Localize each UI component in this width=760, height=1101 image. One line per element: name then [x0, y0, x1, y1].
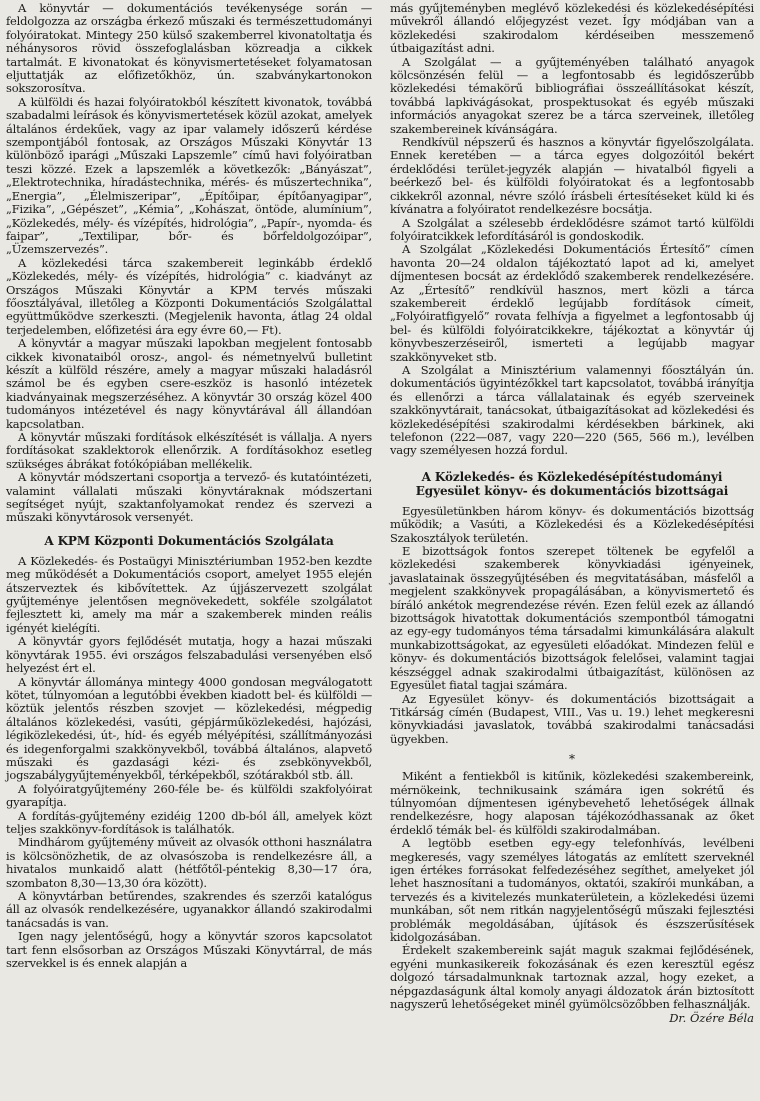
paragraph: A könyvtárban betűrendes, szakrendes és szerzői katalógus áll az olvasók rendelkezésére, ugyanakkor állandó szakirodalmi tanácsadás is van.	[6, 889, 372, 930]
paragraph: A könyvtár műszaki fordítások elkészítését is vállalja. A nyers fordításokat szaklektorok ellenőrzik. A fordításokhoz esetleg szükséges ábrákat fotókópiában mellékelik.	[6, 430, 372, 471]
paragraph: A könyvtár módszertani csoportja a tervező- és kutatóintézeti, valamint vállalati műszaki könyvtáraknak módszertani segítséget nyújt, szaktanfolyamokat rendez és szervezi a műszaki könyvtárosok versenyét.	[6, 470, 372, 525]
paragraph: A fordítás-gyűjtemény ezidéig 1200 db-ból áll, amelyek közt teljes szakkönyv-fordítások is találhatók.	[6, 808, 372, 836]
paragraph: Miként a fentiekből is kitűnik, közlekedési szakembereink, mérnökeink, technikusaink számára igen sokrétű és túlnyomóan díjmentesen igénybevehető lehetőségek állnak rendelkezésre, hogy alaposan tájékozódhassanak az őket érdeklő témák bel- és külföldi szakirodalmában.	[390, 769, 754, 837]
paragraph: A külföldi és hazai folyóiratokból készített kivonatok, továbbá szabadalmi leírások és könyvismertetések közül azokat, amelyek általános érdekűek, vagy az ipar valamely időszerű kérdése szempontjából fontosak, az Országos Műszaki Könyvtár 13 különböző iparági „Műszaki Lapszemle” című havi folyóiratban teszi közzé. Ezek a lapszemlék a következők: „Bányászat”, „Elektrotechnika, híradástechnika, mérés- és műszertechnika”, „Energia”, „Élelmiszeripar”, „Építőipar, építőanyagipar”, „Fizika”, „Gépészet”, „Kémia”, „Kohászat, öntöde, alumínium”, „Közlekedés, mély- és vízépítés, hidrológia”, „Papír-, nyomda- és faipar”, „Textilipar, bőr- és bőrfeldolgozóipar”, „Üzemszervezés”.	[6, 94, 372, 257]
author-signature: Dr. Özére Béla	[669, 1011, 754, 1026]
paragraph: A folyóiratgyűjtemény 260-féle be- és külföldi szakfolyóirat gyarapítja.	[6, 781, 372, 810]
paragraph: Egyesületünkben három könyv- és dokumentációs bizottság működik; a Vasúti, a Közlekedési és a Közlekedésépítési Szakosztályok területén.	[390, 503, 754, 545]
paragraph: A Szolgálat a szélesebb érdeklődésre számot tartó külföldi folyóiratcikkek lefordításáról is gondoskodik.	[390, 215, 754, 243]
paragraph: más gyűjteményben meglévő közlekedési és közlekedésépítési művekről állandó előjegyzést vezet. Így módjában van a közlekedési szakirodalom kérdéseiben messzemenő útbaigazítást adni.	[390, 1, 754, 56]
paragraph: A könyvtár állománya mintegy 4000 gondosan megválogatott kötet, túlnyomóan a legutóbbi években kiadott bel- és külföldi — köztük jelentős részben szovjet — közlekedési, mégpedig általános közlekedési, vasúti, gépjárműközlekedési, hajózási, légiközlekedési, út-, híd- és egyéb mélyépítési, szállítmányozási és idegenforgalmi szakkönyvekből, továbbá általános, alapvető műszaki és gazdasági kézi- és zsebkönyvekből, jogszabálygyűjteményekből, térképekből, szótárakból stb. áll.	[6, 674, 372, 783]
paragraph: Igen nagy jelentőségű, hogy a könyvtár szoros kapcsolatot tart fenn elsősorban az Országos Műszaki Könyvtárral, de más szervekkel is és ennek alapján a	[6, 929, 372, 971]
left-column	[6, 2, 372, 970]
paragraph: Érdekelt szakembereink saját maguk szakmai fejlődésének, egyéni munkasikereik fokozásának és ezen keresztül egész dolgozó társadalmunknak tartoznak azzal, hogy ezeket, a népgazdaságunk által komoly anyagi áldozatok árán biztosított nagyszerű lehetőségeket minél gyümölcsözőbben felhasználják.	[390, 943, 754, 1012]
paragraph: A könyvtár a magyar műszaki lapokban megjelent fontosabb cikkek kivonataiból orosz-, angol- és németnyelvű bulletint készít a külföld részére, amely a magyar műszaki haladásról számol be és egyben csere-eszköz is hasonló intézetek kiadványainak megszerzéséhez. A könyvtár 30 ország közel 400 tudományos intézetével és nagy könyvtárával áll állandóan kapcsolatban.	[6, 336, 372, 431]
paragraph: Rendkívül népszerű és hasznos a könyvtár figyelőszolgálata. Ennek keretében — a tárca egyes dolgozóitól bekért érdeklődési terület-jegyzék alapján — hivatalból figyeli a beérkező bel- és külföldi folyóiratokat és a legfontosabb cikkekről azonnal, névre szóló írásbeli értesítéseket küld ki és kívánatra a folyóiratot rendelkezésre bocsátja.	[390, 135, 754, 217]
section-heading-kpm: A KPM Központi Dokumentációs Szolgálata	[44, 533, 334, 548]
paragraph: A Szolgálat a Minisztérium valamennyi főosztályán ún. dokumentációs ügyintézőkkel tart kapcsolatot, továbbá irányítja és ellenőrzi a tárca vállalatainak és egyéb szerveinek szakkönyvtárait, tanácsokat, útbaigazításokat ad közlekedési és közlekedésépítési szakirodalmi kérdésekben bárkinek, aki telefonon (222—087, vagy 220—220 (565, 566 m.), levélben vagy személyesen hozzá fordul.	[390, 362, 754, 458]
paragraph: A könyvtár — dokumentációs tevékenysége során — feldolgozza az országba érkező műszaki és természettudományi folyóiratokat. Mintegy 250 külső szakemberrel kivonatoltatja és néhánysoros rövid összefoglalásban közreadja a cikkek tartalmát. E kivonatokat és könyvismertetéseket folyamatosan eljuttatják az előfizetőkhöz, ún. szabványkartonokon sokszorosítva.	[6, 1, 372, 96]
paragraph: A könyvtár gyors fejlődését mutatja, hogy a hazai műszaki könyvtárak 1955. évi országos felszabadulási versenyében első helyezést ért el.	[6, 634, 372, 676]
paragraph: A Közlekedés- és Postaügyi Minisztériumban 1952-ben kezdte meg működését a Dokumentációs csoport, amelyet 1955 elején átszerveztek és kibővítettek. Az újjászervezett szolgálat gyűjteménye jelentősen megnövekedett, sokféle szolgálatot fejlesztett ki, amely ma már a szakemberek minden reális igényét kielégíti.	[6, 553, 372, 635]
right-column	[390, 2, 754, 1026]
paragraph: E bizottságok fontos szerepet töltenek be egyfelől a közlekedési szakemberek könyvkiadási igényeinek, javaslatainak összegyűjtésében és megvitatásában, másfelől a megjelent szakkönyvek propagálásában, a könyvismertető és bíráló ankétok megrendezése révén. Ezen felül ezek az állandó bizottságok hivatottak dokumentációs szempontból támogatni az egy-egy tudományos téma társadalmi kimunkálására alakult munkabizottságokat, az egyesületi előadókat. Mindezen felül e könyv- és dokumentációs bizottságok felelősei, valamint tagjai készséggel adnak szakirodalmi útbaigazítást, különösen az Egyesület fiatal tagjai számára.	[390, 544, 754, 693]
paragraph: Mindhárom gyűjtemény műveit az olvasók otthoni használatra is kölcsönözhetik, de az olvasószoba is rendelkezésre áll, a hivatalos munkaidő alatt (hétfőtől-péntekig 8,30—17 óra, szombaton 8,30—13,30 óra között).	[6, 835, 372, 890]
paragraph: A közlekedési tárca szakembereit leginkább érdeklő „Közlekedés, mély- és vízépítés, hidrológia” c. kiadványt az Országos Műszaki Könyvtár a KPM tervés műszaki főosztályával, illetőleg a Központi Dokumentációs Szolgálattal együttműködve szerkeszti. (Megjelenik havonta, átlag 24 oldal terjedelemben, előfizetési ára egy évre 60,— Ft).	[6, 255, 372, 337]
paragraph: A legtöbb esetben egy-egy telefonhívás, levélbeni megkeresés, vagy személyes látogatás az említett szerveknél igen értékes forrásokat felfedezéséhez segíthet, amelyeket jól lehet hasznosítani a tudományos, oktatói, szakírói munkában, a tervezés és a kivitelezés munkaterületein, a közlekedési üzemi munkában, sőt nem ritkán nagyjelentőségű műszaki fejlesztési problémák megoldásában, újítások és észszerűsítések kidolgozásában.	[390, 836, 754, 944]
paragraph: A Szolgálat — a gyűjteményében található anyagok kölcsönzésén felül — a legfontosabb és legidőszerűbb közlekedési témakörű bibliográfiai összeállításokat készít, továbbá lapkivágásokat, prospektusokat és egyéb műszaki információs anyagokat szerez be a tárca szerveinek, illetőleg szakembereinek kívánságára.	[390, 54, 754, 136]
paragraph: A Szolgálat „Közlekedési Dokumentációs Értesítő” címen havonta 20—24 oldalon tájékoztató lapot ad ki, amelyet díjmentesen bocsát az érdeklődő szakemberek rendelkezésére. Az „Értesítő” rendkívül hasznos, mert közli a tárca szakembereit érdeklő legújabb fordítások címeit, „Folyóiratfigyelő” rovata felhívja a figyelmet a legfontosabb új bel- és külföldi folyóiratcikkekre, tájékoztat a könyvtár új könyvbeszerzéseiről, ismerteti a legújabb magyar szakkönyveket stb.	[390, 242, 754, 364]
paragraph: Az Egyesület könyv- és dokumentációs bizottságait a Titkárság címén (Budapest, VIII., Vas u. 19.) lehet megkeresni könyvkiadási javaslatok, továbbá szakirodalmi tanácsadási ügyekben.	[390, 691, 754, 746]
section-heading-egyesulet: A Közlekedés- és Közlekedésépítéstudományi Egyesület könyv- és dokumentációs bizottságai	[415, 469, 729, 498]
section-separator: *	[569, 752, 575, 767]
